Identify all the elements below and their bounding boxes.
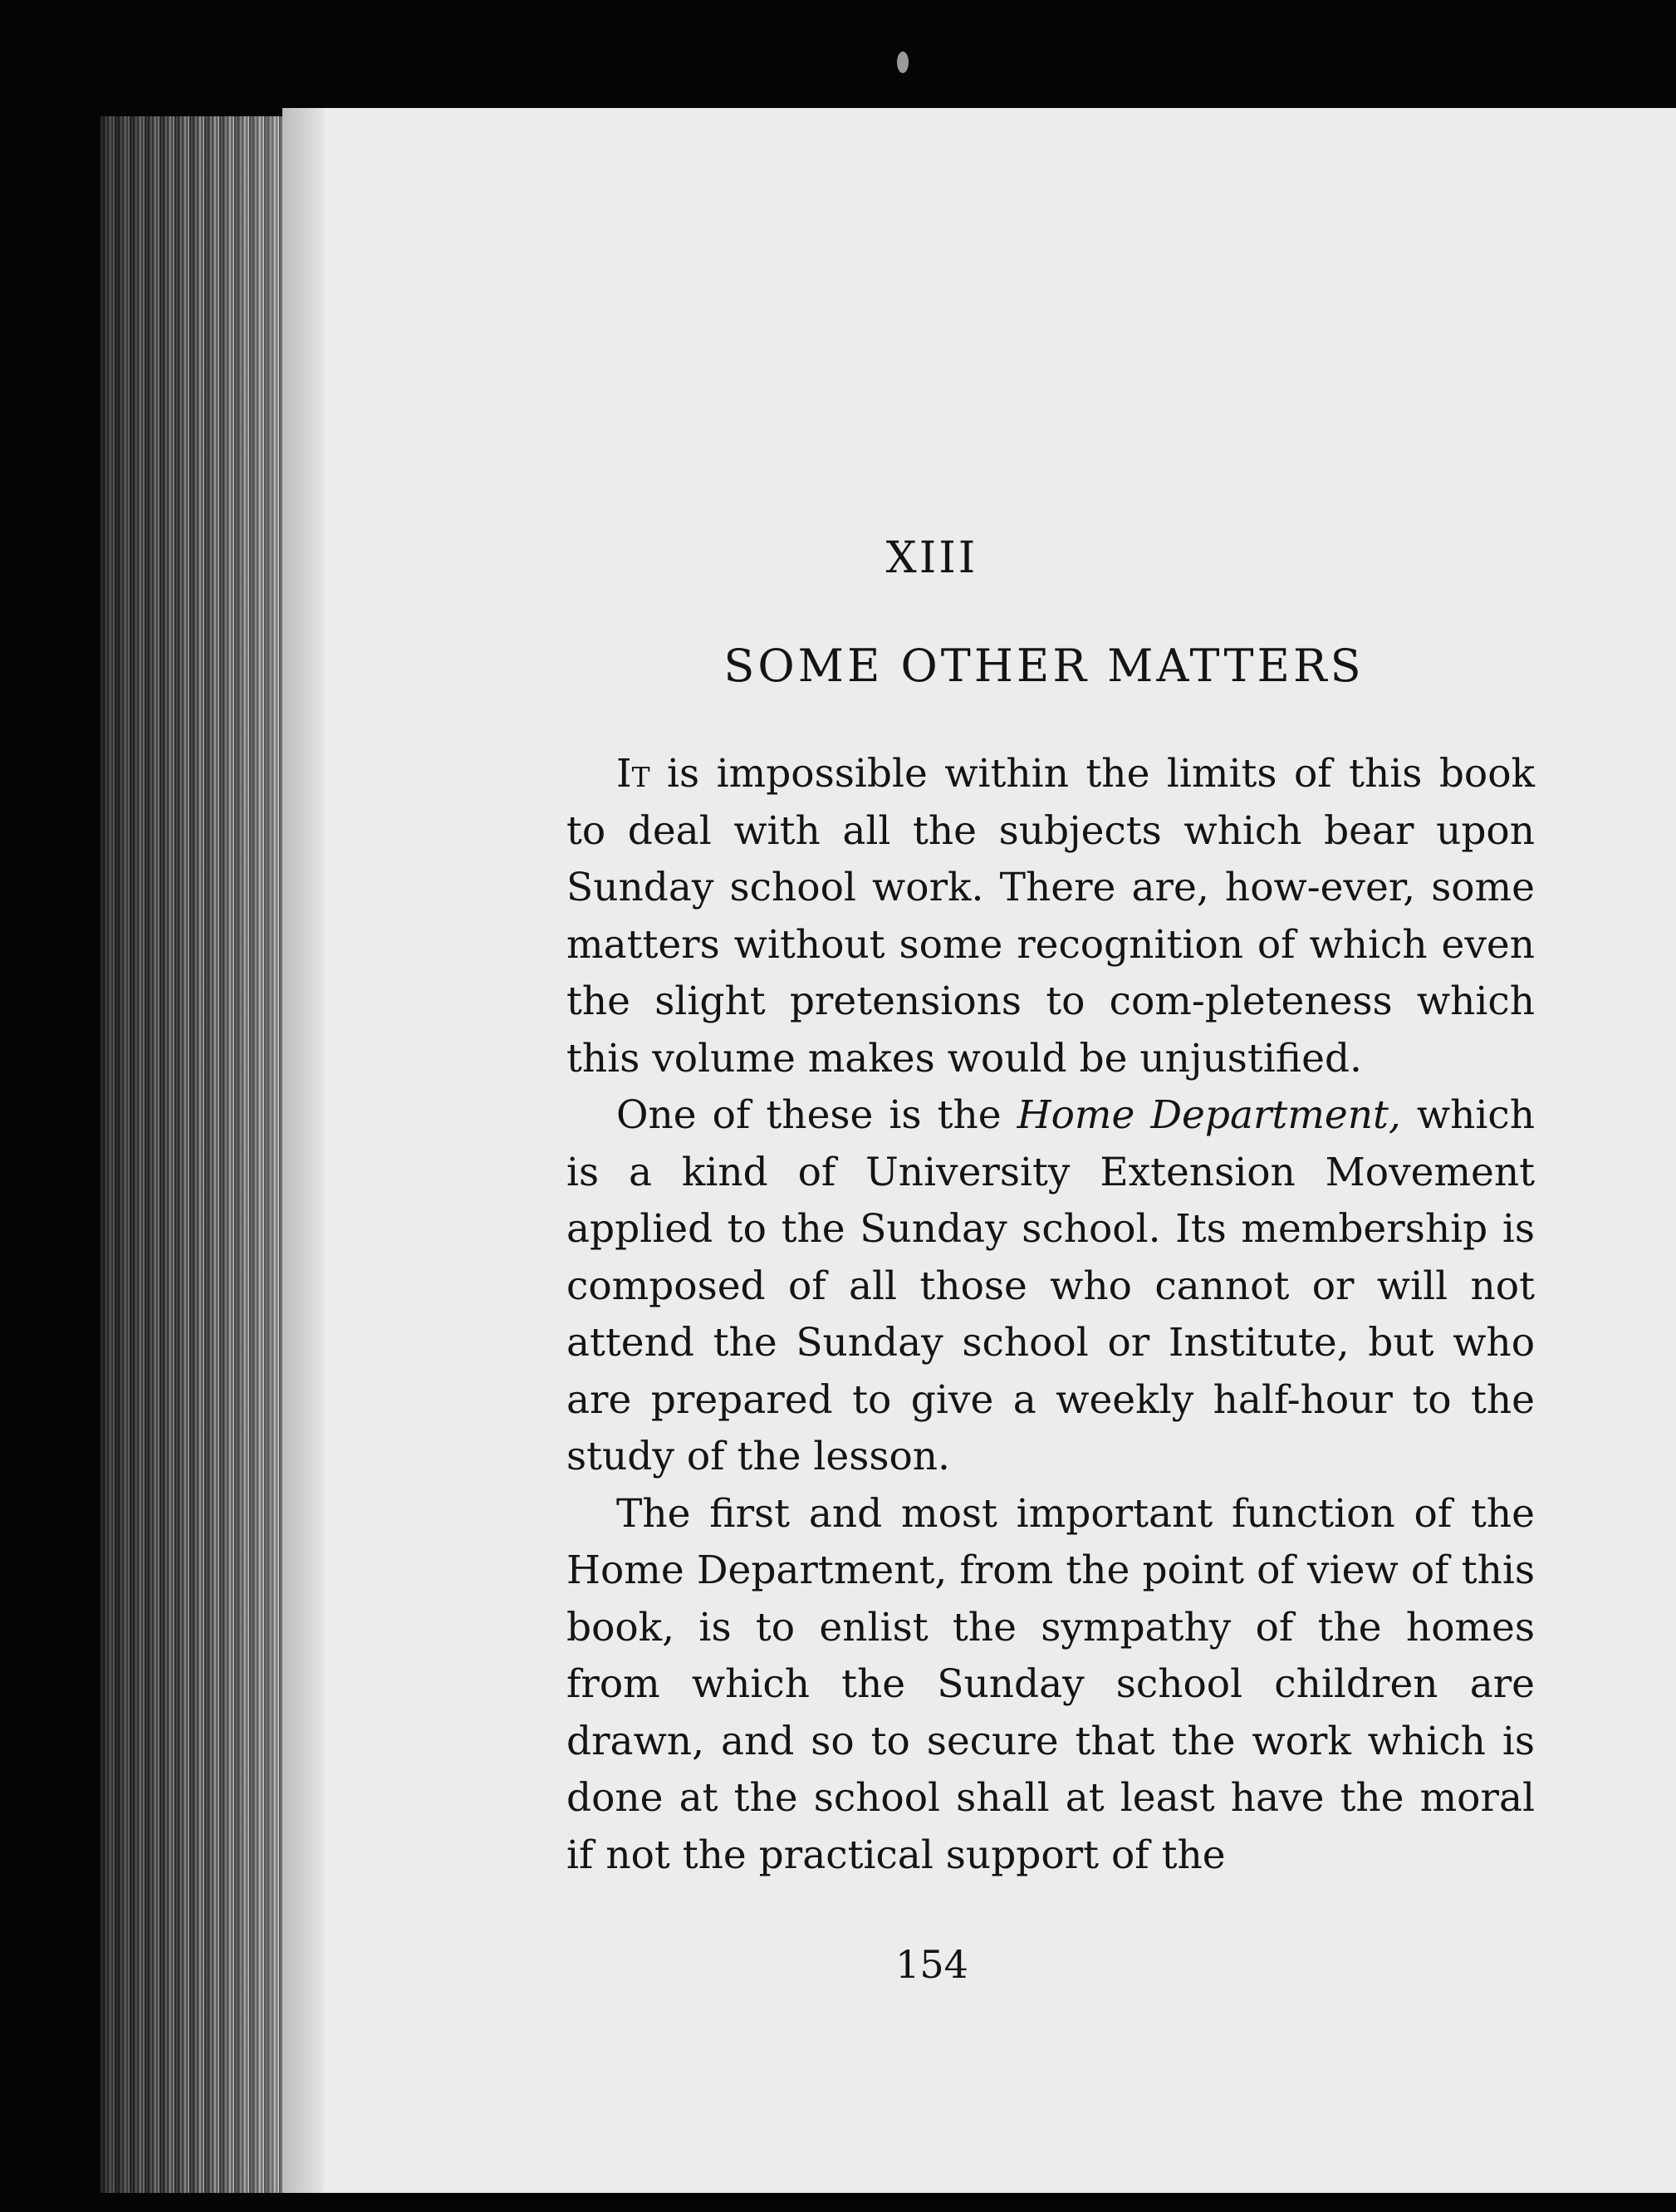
paragraph-2-text-after: which is a kind of University Extension Movement applied to the Sunday school. Its membership is composed of all those who cannot or will not attend the Sunday school or Institute, but who are prepared to give a weekly half-hour to the study of the lesson. [566, 1092, 1535, 1479]
paragraph-2 [566, 1087, 1535, 1486]
paragraph-3 [566, 1486, 1535, 1885]
chapter-number: XIII [885, 533, 978, 583]
body-text [566, 746, 1535, 1884]
paragraph-1-lead: It [616, 751, 650, 797]
page-number: 154 [895, 1942, 968, 1987]
chapter-title: SOME OTHER MATTERS [723, 640, 1365, 692]
page-gutter-shadow [282, 108, 324, 2193]
book-page-edges [100, 116, 291, 2193]
scan-speck [897, 51, 909, 73]
paragraph-1-text: is impossible within the limits of this book to deal with all the subjects which bear upon Sunday school work. There are, how-ever, some matters without some recognition of which even the slight pretensions to com-pleteness which this volume makes would be unjustified. [566, 751, 1535, 1081]
paragraph-1 [566, 746, 1535, 1087]
paragraph-2-text-before: One of these is the [616, 1092, 1017, 1138]
paragraph-2-italic-term: Home Department, [1017, 1092, 1401, 1138]
book-page [282, 108, 1676, 2193]
paragraph-3-text: The first and most important function of the Home Department, from the point of view of this book, is to enlist the sympathy of the homes from which the Sunday school children are drawn, and so to secure that the work which is done at the school shall at least have the moral if not the practical support of the [566, 1490, 1535, 1878]
